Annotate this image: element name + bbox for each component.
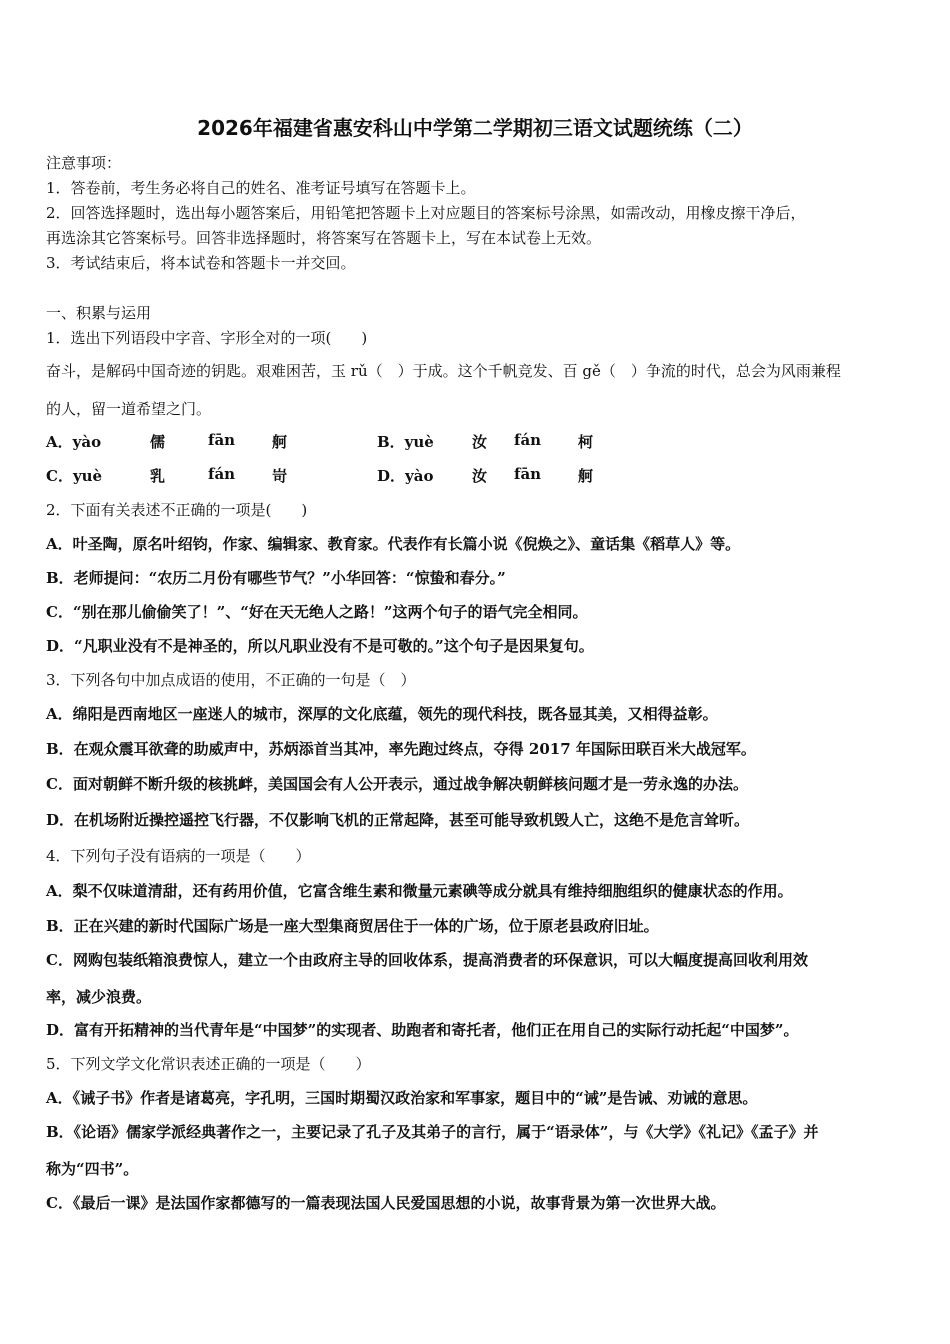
option-a-char2: 舸 <box>272 433 288 451</box>
question-2-stem: 2．下面有关表述不正确的一项是( ) <box>46 501 308 519</box>
notice-item: 1．答卷前，考生务必将自己的姓名、准考证号填写在答题卡上。 <box>46 179 476 197</box>
question-5-option-continued: 称为“四书”。 <box>46 1160 139 1178</box>
question-2-option: B．老师提问：“农历二月份有哪些节气？”小华回答：“惊蛰和春分。” <box>46 569 506 587</box>
question-4-option: C．网购包装纸箱浪费惊人，建立一个由政府主导的回收体系，提高消费者的环保意识，可以大幅度提高回收利用效 <box>46 951 808 969</box>
option-c-pinyin2: fán <box>208 465 236 483</box>
option-b-char2: 柯 <box>578 433 594 451</box>
option-b-char: 汝 <box>472 433 488 451</box>
option-c-pinyin: C．yuè <box>46 467 103 485</box>
question-1-passage: 奋斗，是解码中国奇迹的钥匙。艰难困苦，玉 rǔ（ ）于成。这个千帆竞发、百 gě（ ）争流的时代，总会为风雨兼程 <box>46 362 841 380</box>
question-3-stem: 3．下列各句中加点成语的使用，不正确的一句是（ ） <box>46 671 416 689</box>
option-c-char2: 岢 <box>272 467 288 485</box>
question-4-option: A．梨不仅味道清甜，还有药用价值，它富含维生素和微量元素碘等成分就具有维持细胞组织的健康状态的作用。 <box>46 882 793 900</box>
question-3-option: C．面对朝鲜不断升级的核挑衅，美国国会有人公开表示，通过战争解决朝鲜核问题才是一劳永逸的办法。 <box>46 775 748 793</box>
option-a-pinyin2: fān <box>208 431 236 449</box>
option-a-char: 儒 <box>150 433 166 451</box>
option-d-pinyin2: fān <box>514 465 542 483</box>
notice-item: 3．考试结束后，将本试卷和答题卡一并交回。 <box>46 254 356 272</box>
section-heading: 一、积累与运用 <box>46 304 152 322</box>
question-3-option: B．在观众震耳欲聋的助威声中，苏炳添首当其冲，率先跑过终点，夺得 2017 年国际田联百米大战冠军。 <box>46 740 756 758</box>
question-5-option: B．《论语》儒家学派经典著作之一，主要记录了孔子及其弟子的言行，属于“语录体”，与《大学》《礼记》《孟子》并 <box>46 1123 819 1141</box>
notice-item: 2．回答选择题时，选出每小题答案后，用铅笔把答题卡上对应题目的答案标号涂黑，如需改动，用橡皮擦干净后， <box>46 204 806 222</box>
question-2-option: C．“别在那儿偷偷笑了！”、“好在天无绝人之路！”这两个句子的语气完全相同。 <box>46 603 588 621</box>
question-2-option: A．叶圣陶，原名叶绍钧，作家、编辑家、教育家。代表作有长篇小说《倪焕之》、童话集《稻草人》等。 <box>46 535 741 553</box>
question-4-stem: 4．下列句子没有语病的一项是（ ） <box>46 847 311 865</box>
question-2-option: D．“凡职业没有不是神圣的，所以凡职业没有不是可敬的。”这个句子是因果复句。 <box>46 637 594 655</box>
question-4-option-continued: 率，减少浪费。 <box>46 988 152 1006</box>
option-b-pinyin: B．yuè <box>377 433 434 451</box>
option-c-char: 乳 <box>150 467 166 485</box>
question-5-option: C．《最后一课》是法国作家都德写的一篇表现法国人民爱国思想的小说，故事背景为第一次世界大战。 <box>46 1194 726 1212</box>
option-b-pinyin2: fán <box>514 431 542 449</box>
option-d-pinyin: D．yào <box>377 467 434 485</box>
option-d-char: 汝 <box>472 467 488 485</box>
notice-heading: 注意事项： <box>46 154 122 172</box>
question-3-option: A．绵阳是西南地区一座迷人的城市，深厚的文化底蕴，领先的现代科技，既各显其美，又相得益彰。 <box>46 705 718 723</box>
option-d-char2: 舸 <box>578 467 594 485</box>
question-1-passage: 的人，留一道希望之门。 <box>46 400 212 418</box>
question-5-option: A．《诫子书》作者是诸葛亮，字孔明，三国时期蜀汉政治家和军事家，题目中的“诫”是告诫、劝诫的意思。 <box>46 1089 758 1107</box>
page-title: 2026年福建省惠安科山中学第二学期初三语文试题统练（二） <box>197 116 753 140</box>
question-5-stem: 5．下列文学文化常识表述正确的一项是（ ） <box>46 1055 371 1073</box>
notice-item: 再选涂其它答案标号。回答非选择题时，将答案写在答题卡上，写在本试卷上无效。 <box>46 229 602 247</box>
question-1-stem: 1．选出下列语段中字音、字形全对的一项( ) <box>46 329 368 347</box>
question-3-option: D．在机场附近操控遥控飞行器，不仅影响飞机的正常起降，甚至可能导致机毁人亡，这绝不是危言耸听。 <box>46 811 750 829</box>
option-a-pinyin: A．yào <box>46 433 102 451</box>
question-4-option: D．富有开拓精神的当代青年是“中国梦”的实现者、助跑者和寄托者，他们正在用自己的实际行动托起“中国梦”。 <box>46 1021 799 1039</box>
question-4-option: B．正在兴建的新时代国际广场是一座大型集商贸居住于一体的广场，位于原老县政府旧址。 <box>46 917 659 935</box>
